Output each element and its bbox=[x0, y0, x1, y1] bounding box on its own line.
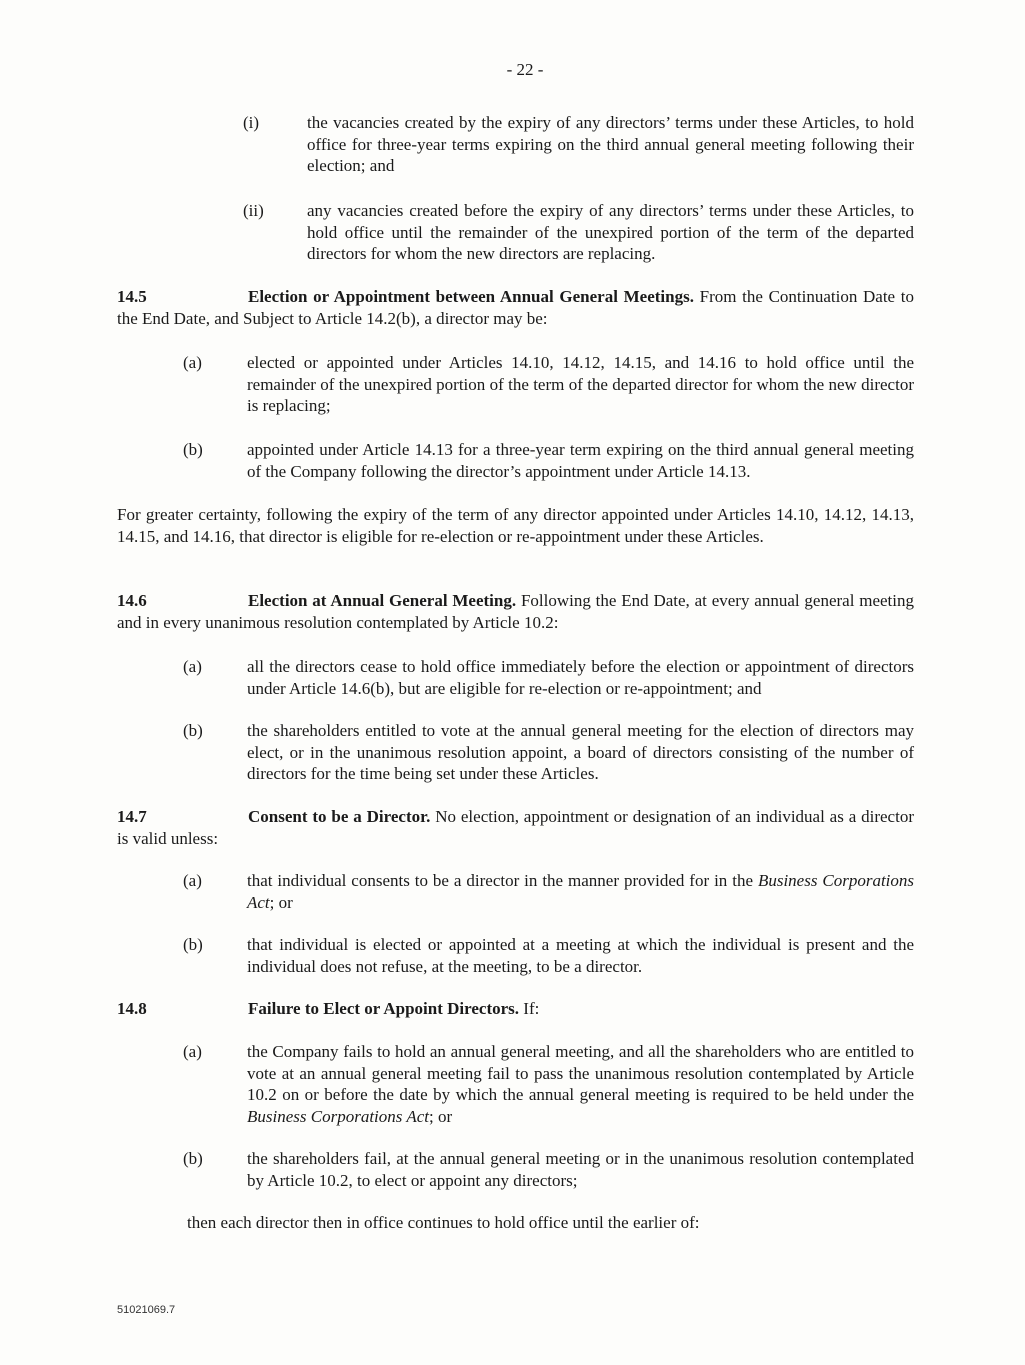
section-14-5-a-text: elected or appointed under Articles 14.10, 14.12, 14.15, and 14.16 to hold office until the remainder of the unexpired portion of the term of the departed director for whom the new director is replacing; bbox=[247, 353, 914, 415]
section-14-5-closing: For greater certainty, following the expiry of the term of any director appointed under Articles 14.10, 14.12, 14.13, 14.15, and 14.16, that director is eligible for re-election or re-appointment under these Articles. bbox=[117, 505, 914, 546]
item-i-label: (i) bbox=[243, 113, 260, 132]
section-14-5-a-label: (a) bbox=[183, 353, 202, 372]
section-14-7-heading: Consent to be a Director. bbox=[248, 807, 431, 826]
section-14-8-a-act-name: Business Corporations Act bbox=[247, 1106, 429, 1126]
section-14-6-text: Following the End Date, at every annual general meeting and in every unanimous resolution contemplated by Article 10.2: bbox=[117, 591, 915, 632]
section-14-5 bbox=[117, 286, 914, 329]
section-14-5-b-label: (b) bbox=[183, 440, 203, 459]
section-14-5-text: From the Continuation Date to the End Date, and Subject to Article 14.2(b), a director may be: bbox=[117, 287, 914, 328]
section-14-8-number: 14.8 bbox=[117, 999, 147, 1018]
document-id-footer: 51021069.7 bbox=[117, 1304, 176, 1316]
section-14-7-text: No election, appointment or designation of an individual as a director is valid unless: bbox=[117, 807, 914, 848]
section-14-8-b-label: (b) bbox=[183, 1149, 203, 1168]
section-14-8-a-text-part2: ; or bbox=[428, 1106, 453, 1126]
section-14-8 bbox=[117, 998, 914, 1020]
section-14-6-heading: Election at Annual General Meeting. bbox=[248, 591, 517, 610]
section-14-6-b-text: the shareholders entitled to vote at the annual general meeting for the election of directors may elect, or in the unanimous resolution appoint, a board of directors consisting of the number of directors for the time being set under these Articles. bbox=[247, 721, 914, 783]
section-14-7 bbox=[117, 806, 914, 849]
section-14-7-b-label: (b) bbox=[183, 935, 203, 954]
section-14-7-a-text bbox=[247, 870, 914, 913]
section-14-7-number: 14.7 bbox=[117, 807, 147, 826]
item-ii-text: any vacancies created before the expiry of any directors’ terms under these Articles, to hold office until the remainder of the unexpired portion of the term of the departed directors for whom the new directors are replacing. bbox=[307, 201, 914, 263]
section-14-6 bbox=[117, 590, 914, 633]
section-14-8-a-label: (a) bbox=[183, 1042, 202, 1061]
section-14-7-b-text: that individual is elected or appointed at a meeting at which the individual is present and the individual does not refuse, at the meeting, to be a director. bbox=[247, 935, 914, 976]
section-14-8-closing: then each director then in office continues to hold office until the earlier of: bbox=[187, 1213, 700, 1232]
section-14-8-heading: Failure to Elect or Appoint Directors. bbox=[248, 999, 520, 1018]
section-14-7-a-text-part2: ; or bbox=[269, 892, 293, 912]
section-14-6-number: 14.6 bbox=[117, 591, 147, 610]
section-14-7-a-text-part1: that individual consents to be a director in the manner provided for in the bbox=[247, 871, 758, 890]
section-14-5-number: 14.5 bbox=[117, 287, 147, 306]
section-14-8-a-text-part1: the Company fails to hold an annual general meeting, and all the shareholders who are entitled to vote at an annual general meeting fail to pass the unanimous resolution contemplated by Article 10.2 on or before the date by which the annual general meeting is required to be held under the bbox=[247, 1042, 914, 1104]
item-i-text: the vacancies created by the expiry of any directors’ terms under these Articles, to hold office for three-year terms expiring on the third annual general meeting following their election; and bbox=[307, 113, 914, 175]
section-14-8-b-text: the shareholders fail, at the annual general meeting or in the unanimous resolution contemplated by Article 10.2, to elect or appoint any directors; bbox=[247, 1149, 914, 1190]
section-14-7-a-act-name: Business Corporations Act bbox=[247, 871, 915, 912]
section-14-8-a-text bbox=[247, 1041, 914, 1127]
item-ii-label: (ii) bbox=[243, 201, 264, 220]
section-14-5-heading: Election or Appointment between Annual General Meetings. bbox=[248, 287, 694, 306]
section-14-5-b-text: appointed under Article 14.13 for a three-year term expiring on the third annual general meeting of the Company following the director’s appointment under Article 14.13. bbox=[247, 440, 914, 481]
section-14-6-a-label: (a) bbox=[183, 657, 202, 676]
section-14-8-text: If: bbox=[519, 999, 540, 1018]
section-14-6-b-label: (b) bbox=[183, 721, 203, 740]
section-14-6-a-text: all the directors cease to hold office immediately before the election or appointment of directors under Article 14.6(b), but are eligible for re-election or re-appointment; and bbox=[247, 657, 914, 698]
section-14-7-a-label: (a) bbox=[183, 871, 202, 890]
page-number: - 22 - bbox=[506, 60, 544, 79]
